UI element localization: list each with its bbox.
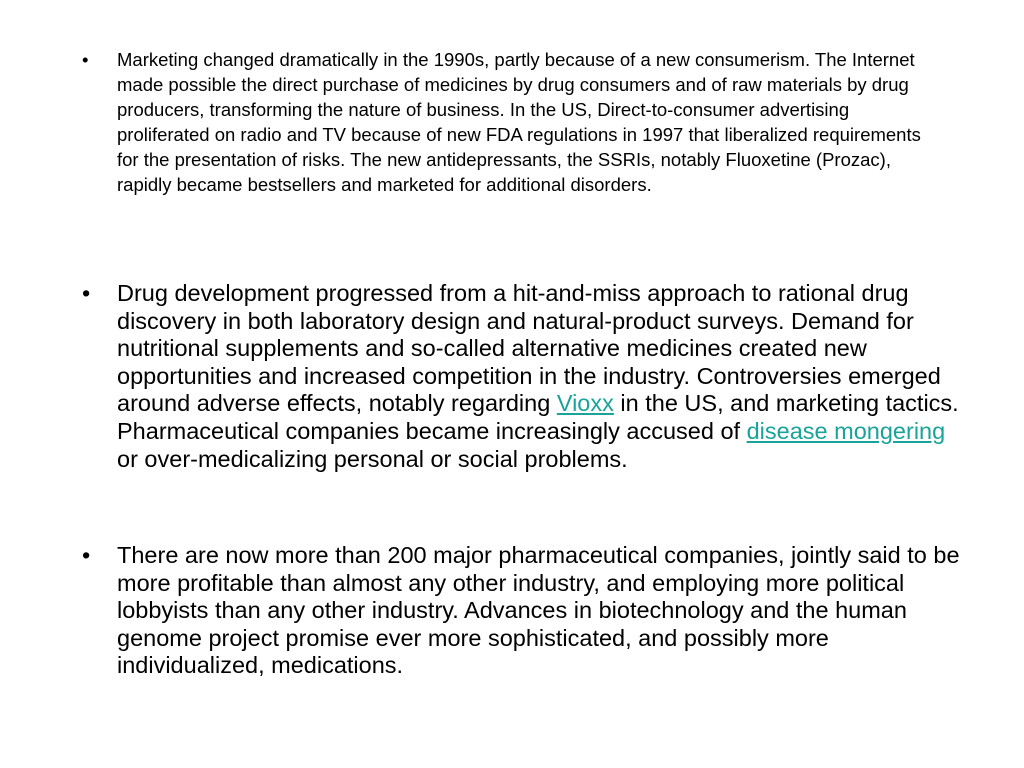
bullet-text-drug-development — [117, 280, 967, 473]
bullet-point-icon: • — [82, 280, 91, 306]
bullet-point-icon: • — [82, 542, 91, 568]
bullet-text-segment: in the US, and marketing tactics. Pharmaceutical companies became increasingly accused of — [117, 390, 959, 444]
bullet-text-pharma-companies: There are now more than 200 major pharmaceutical companies, jointly said to be more profitable than almost any other industry, and employing more political lobbyists than any other industry. Advances in biotechnology and the human genome project promise ever more sophisticated, and possibly more individualized, medications. — [117, 542, 960, 679]
bullet-point-icon: • — [82, 49, 89, 70]
bullet-text-segment: Drug development progressed from a hit-and-miss approach to rational drug discovery in both laboratory design and natural-product surveys. Demand for nutritional supplements and so-called alternative medicines created new opportunities and increased competition in the industry. Controversies emerged around adverse effects, notably regarding — [117, 280, 941, 417]
disease-mongering-link[interactable]: disease mongering — [746, 417, 946, 444]
vioxx-link[interactable]: Vioxx — [556, 390, 614, 417]
bullet-text-segment: or over-medicalizing personal or social problems. — [117, 445, 628, 472]
bullet-text-marketing: Marketing changed dramatically in the 1990s, partly because of a new consumerism. The Internet made possible the direct purchase of medicines by drug consumers and of raw materials by drug producers, transforming the nature of business. In the US, Direct-to-consumer advertising proliferated on radio and TV because of new FDA regulations in 1997 that liberalized requirements for the presentation of risks. The new antidepressants, the SSRIs, notably Fluoxetine (Prozac), rapidly became bestsellers and marketed for additional disorders. — [117, 49, 921, 195]
